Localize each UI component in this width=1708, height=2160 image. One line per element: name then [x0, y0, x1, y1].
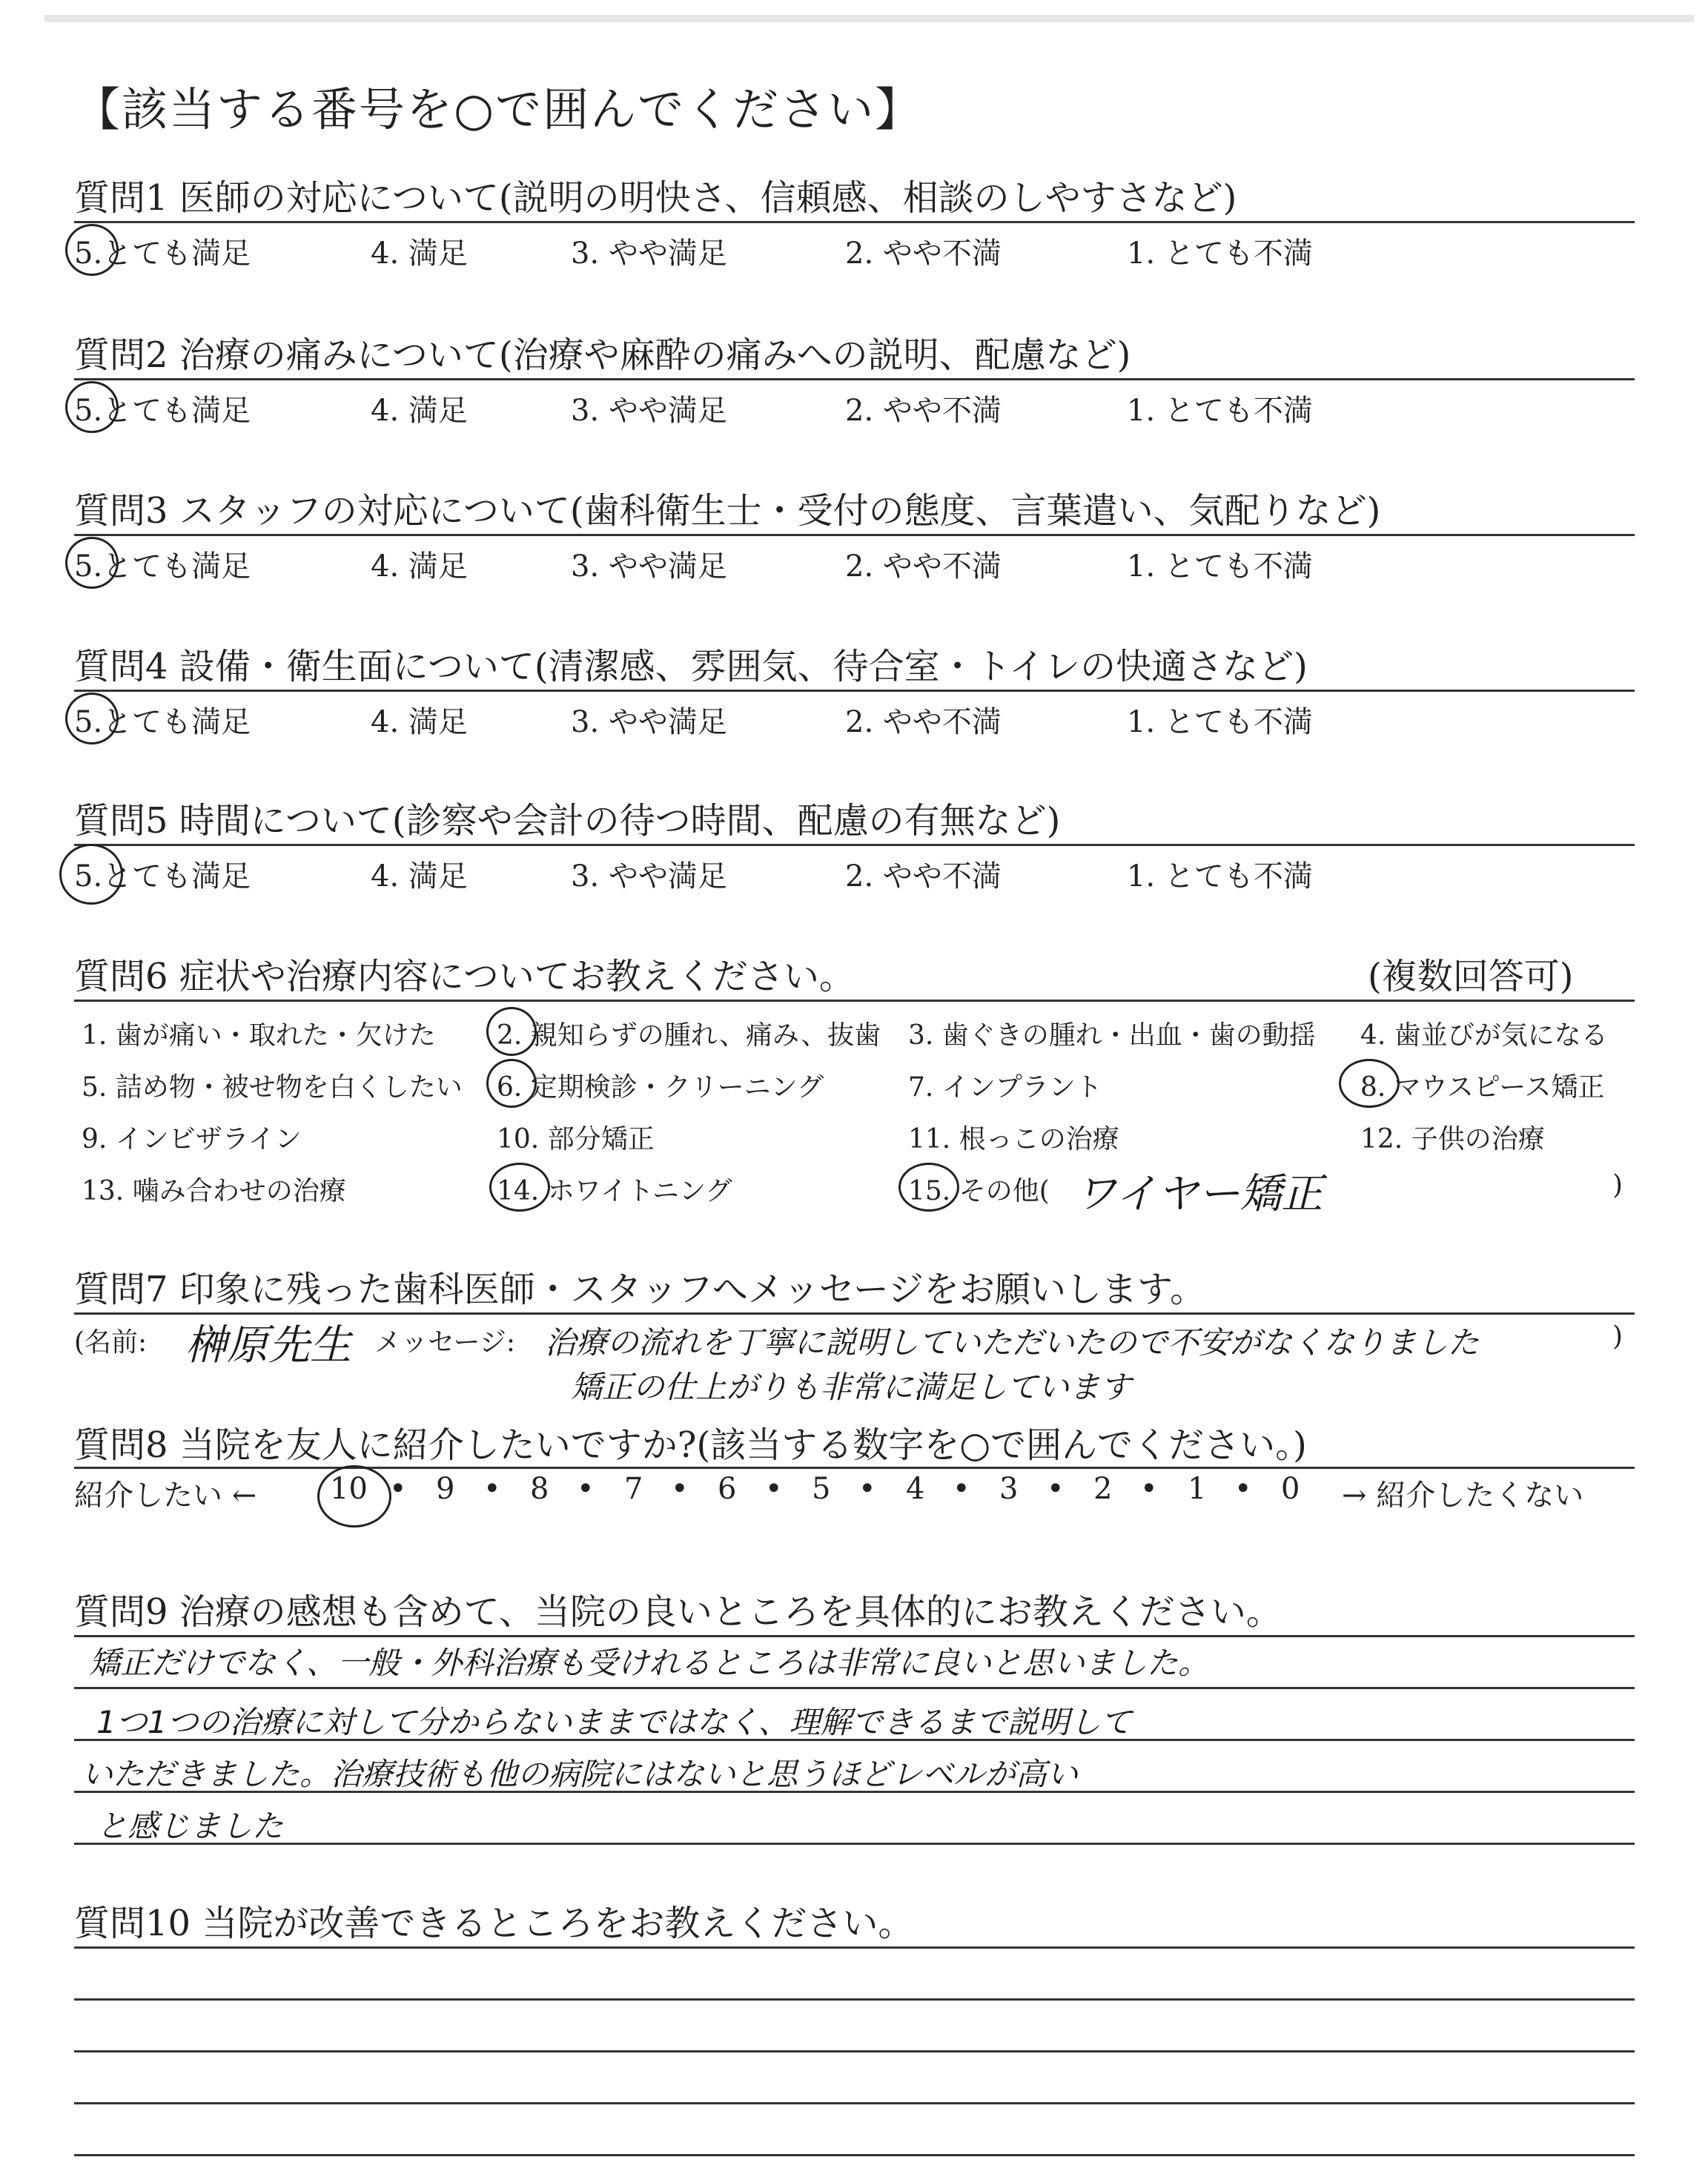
q9-rule-5 [74, 1843, 1635, 1845]
q2-option-3[interactable]: 3. やや満足 [571, 394, 727, 428]
q2-option-4[interactable]: 4. 満足 [371, 394, 468, 428]
q3-option-2[interactable]: 2. やや不満 [845, 549, 1002, 584]
q9-answer-line-4[interactable]: と感じました [96, 1808, 284, 1844]
q8-dot: • [1234, 1472, 1252, 1506]
question-1-label: 質問1 医師の対応について(説明の明快さ、信頼感、相談のしやすさなど) [74, 177, 1237, 219]
q2-option-5[interactable]: 5.とても満足 [74, 394, 251, 428]
q6-option-11[interactable]: 11. 根っこの治療 [908, 1124, 1119, 1155]
question-10-label: 質問10 当院が改善できるところをお教えください。 [74, 1903, 914, 1944]
q4-selected-circle [65, 693, 119, 744]
q6-selected-circle-14 [489, 1163, 550, 1212]
q6-other-close: ) [1612, 1170, 1623, 1200]
q7-message-line-1[interactable]: 治療の流れを丁寧に説明していただいたので不安がなくなりました [545, 1324, 1480, 1361]
q10-rule-3[interactable] [74, 2050, 1635, 2052]
q6-option-4[interactable]: 4. 歯並びが気になる [1360, 1020, 1608, 1051]
q6-option-7[interactable]: 7. インプラント [908, 1072, 1102, 1103]
q8-number-4[interactable]: 4 [906, 1472, 925, 1506]
form-title: 【該当する番号を○で囲んでください】 [74, 82, 923, 136]
q5-selected-circle [59, 844, 123, 905]
q4-option-1[interactable]: 1. とても不満 [1127, 705, 1313, 739]
q6-option-3[interactable]: 3. 歯ぐきの腫れ・出血・歯の動揺 [908, 1020, 1316, 1051]
q8-dot: • [765, 1472, 783, 1506]
q3-selected-circle [65, 537, 119, 589]
q7-message-line-2[interactable]: 矯正の仕上がりも非常に満足しています [571, 1369, 1132, 1405]
q2-option-2[interactable]: 2. やや不満 [845, 394, 1002, 428]
question-6-rule [74, 1000, 1635, 1002]
q1-selected-circle [65, 224, 119, 276]
q3-option-3[interactable]: 3. やや満足 [571, 549, 727, 584]
q6-option-10[interactable]: 10. 部分矯正 [497, 1124, 655, 1155]
q6-selected-circle-8 [1339, 1059, 1400, 1108]
q3-option-1[interactable]: 1. とても不満 [1127, 549, 1313, 584]
q8-left-label: 紹介したい ← [74, 1479, 257, 1513]
q8-dot: • [1047, 1472, 1065, 1506]
q2-selected-circle [65, 381, 119, 433]
q4-option-4[interactable]: 4. 満足 [371, 705, 468, 739]
q8-dot: • [483, 1472, 501, 1506]
question-6-label: 質問6 症状や治療内容についてお教えください。 [74, 956, 855, 997]
q5-option-1[interactable]: 1. とても不満 [1127, 859, 1313, 894]
q4-option-2[interactable]: 2. やや不満 [845, 705, 1002, 739]
q8-right-label: → 紹介したくない [1342, 1479, 1584, 1513]
question-4-rule [74, 690, 1635, 692]
question-5-label: 質問5 時間について(診察や会計の待つ時間、配慮の有無など) [74, 800, 1061, 842]
q6-option-8[interactable]: 8. マウスピース矯正 [1360, 1072, 1605, 1103]
q1-option-1[interactable]: 1. とても不満 [1127, 237, 1313, 271]
q9-rule-1 [74, 1635, 1635, 1637]
q8-number-6[interactable]: 6 [718, 1472, 737, 1506]
q9-answer-line-2[interactable]: 1つ1つの治療に対して分からないままではなく、理解できるまで説明して [96, 1704, 1132, 1740]
q8-dot: • [389, 1472, 407, 1506]
q6-option-1[interactable]: 1. 歯が痛い・取れた・欠けた [82, 1020, 436, 1051]
q6-option-13[interactable]: 13. 噛み合わせの治療 [82, 1176, 346, 1206]
q8-number-5[interactable]: 5 [812, 1472, 831, 1506]
question-3-label: 質問3 スタッフの対応について(歯科衛生士・受付の態度、言葉遣い、気配りなど) [74, 490, 1381, 532]
q7-name-value[interactable]: 榊原先生 [185, 1321, 351, 1370]
question-2-rule [74, 378, 1635, 380]
q8-number-9[interactable]: 9 [436, 1472, 455, 1506]
q5-option-3[interactable]: 3. やや満足 [571, 859, 727, 894]
q1-option-5[interactable]: 5.とても満足 [74, 237, 251, 271]
q8-dot: • [858, 1472, 876, 1506]
q7-message-label: メッセージ: [374, 1327, 515, 1358]
question-4-label: 質問4 設備・衛生面について(清潔感、雰囲気、待合室・トイレの快適さなど) [74, 646, 1308, 687]
q10-rule-1[interactable] [74, 1946, 1635, 1949]
q8-number-1[interactable]: 1 [1188, 1472, 1207, 1506]
q6-option-15[interactable]: 15. その他( [908, 1176, 1050, 1206]
q10-rule-5[interactable] [74, 2154, 1635, 2156]
q1-option-3[interactable]: 3. やや満足 [571, 237, 727, 271]
q8-number-10[interactable]: 10 [330, 1472, 368, 1506]
q9-answer-line-3[interactable]: いただきました。治療技術も他の病院にはないと思うほどレベルが高い [82, 1756, 1079, 1792]
q5-option-5[interactable]: 5.とても満足 [74, 859, 251, 894]
question-8-label: 質問8 当院を友人に紹介したいですか?(該当する数字を○で囲んでください。) [74, 1424, 1307, 1466]
q6-selected-circle-2 [486, 1007, 537, 1056]
question-7-label: 質問7 印象に残った歯科医師・スタッフへメッセージをお願いします。 [74, 1269, 1206, 1310]
q10-rule-2[interactable] [74, 1998, 1635, 2001]
q8-number-7[interactable]: 7 [624, 1472, 643, 1506]
q1-option-2[interactable]: 2. やや不満 [845, 237, 1002, 271]
q9-rule-2 [74, 1687, 1635, 1689]
q7-name-label: (名前: [74, 1327, 148, 1358]
q6-selected-circle-15 [898, 1163, 959, 1212]
q8-dot: • [671, 1472, 689, 1506]
q4-option-3[interactable]: 3. やや満足 [571, 705, 727, 739]
q6-option-2[interactable]: 2. 親知らずの腫れ、痛み、抜歯 [497, 1020, 881, 1051]
q6-option-12[interactable]: 12. 子供の治療 [1360, 1124, 1545, 1155]
question-6-note: (複数回答可) [1368, 956, 1574, 997]
q3-option-5[interactable]: 5.とても満足 [74, 549, 251, 584]
question-1-rule [74, 221, 1635, 223]
q8-number-3[interactable]: 3 [999, 1472, 1019, 1506]
q8-number-8[interactable]: 8 [530, 1472, 549, 1506]
q6-selected-circle-6 [486, 1059, 537, 1108]
q4-option-5[interactable]: 5.とても満足 [74, 705, 251, 739]
scan-edge [44, 15, 1694, 22]
q8-number-2[interactable]: 2 [1093, 1472, 1113, 1506]
q2-option-1[interactable]: 1. とても不満 [1127, 394, 1313, 428]
q8-dot: • [577, 1472, 595, 1506]
question-8-rule [74, 1467, 1635, 1469]
q6-other-text[interactable]: ワイヤー矯正 [1075, 1170, 1323, 1218]
q3-option-4[interactable]: 4. 満足 [371, 549, 468, 584]
q6-option-9[interactable]: 9. インビザライン [82, 1124, 302, 1155]
question-5-rule [74, 844, 1635, 846]
question-9-label: 質問9 治療の感想も含めて、当院の良いところを具体的にお教えください。 [74, 1591, 1282, 1633]
q6-option-5[interactable]: 5. 詰め物・被せ物を白くしたい [82, 1072, 463, 1103]
q6-option-14[interactable]: 14. ホワイトニング [497, 1176, 732, 1206]
question-2-label: 質問2 治療の痛みについて(治療や麻酔の痛みへの説明、配慮など) [74, 334, 1131, 376]
q8-dot: • [953, 1472, 970, 1506]
q5-option-4[interactable]: 4. 満足 [371, 859, 468, 894]
q8-selected-circle [317, 1465, 391, 1527]
q6-option-6[interactable]: 6. 定期検診・クリーニング [497, 1072, 824, 1103]
q9-answer-line-1[interactable]: 矯正だけでなく、一般・外科治療も受けれるところは非常に良いと思いました。 [89, 1645, 1210, 1681]
question-3-rule [74, 534, 1635, 536]
q7-close: ) [1612, 1321, 1623, 1352]
q1-option-4[interactable]: 4. 満足 [371, 237, 468, 271]
q10-rule-4[interactable] [74, 2102, 1635, 2104]
q8-number-0[interactable]: 0 [1281, 1472, 1300, 1506]
q5-option-2[interactable]: 2. やや不満 [845, 859, 1002, 894]
q8-dot: • [1140, 1472, 1158, 1506]
